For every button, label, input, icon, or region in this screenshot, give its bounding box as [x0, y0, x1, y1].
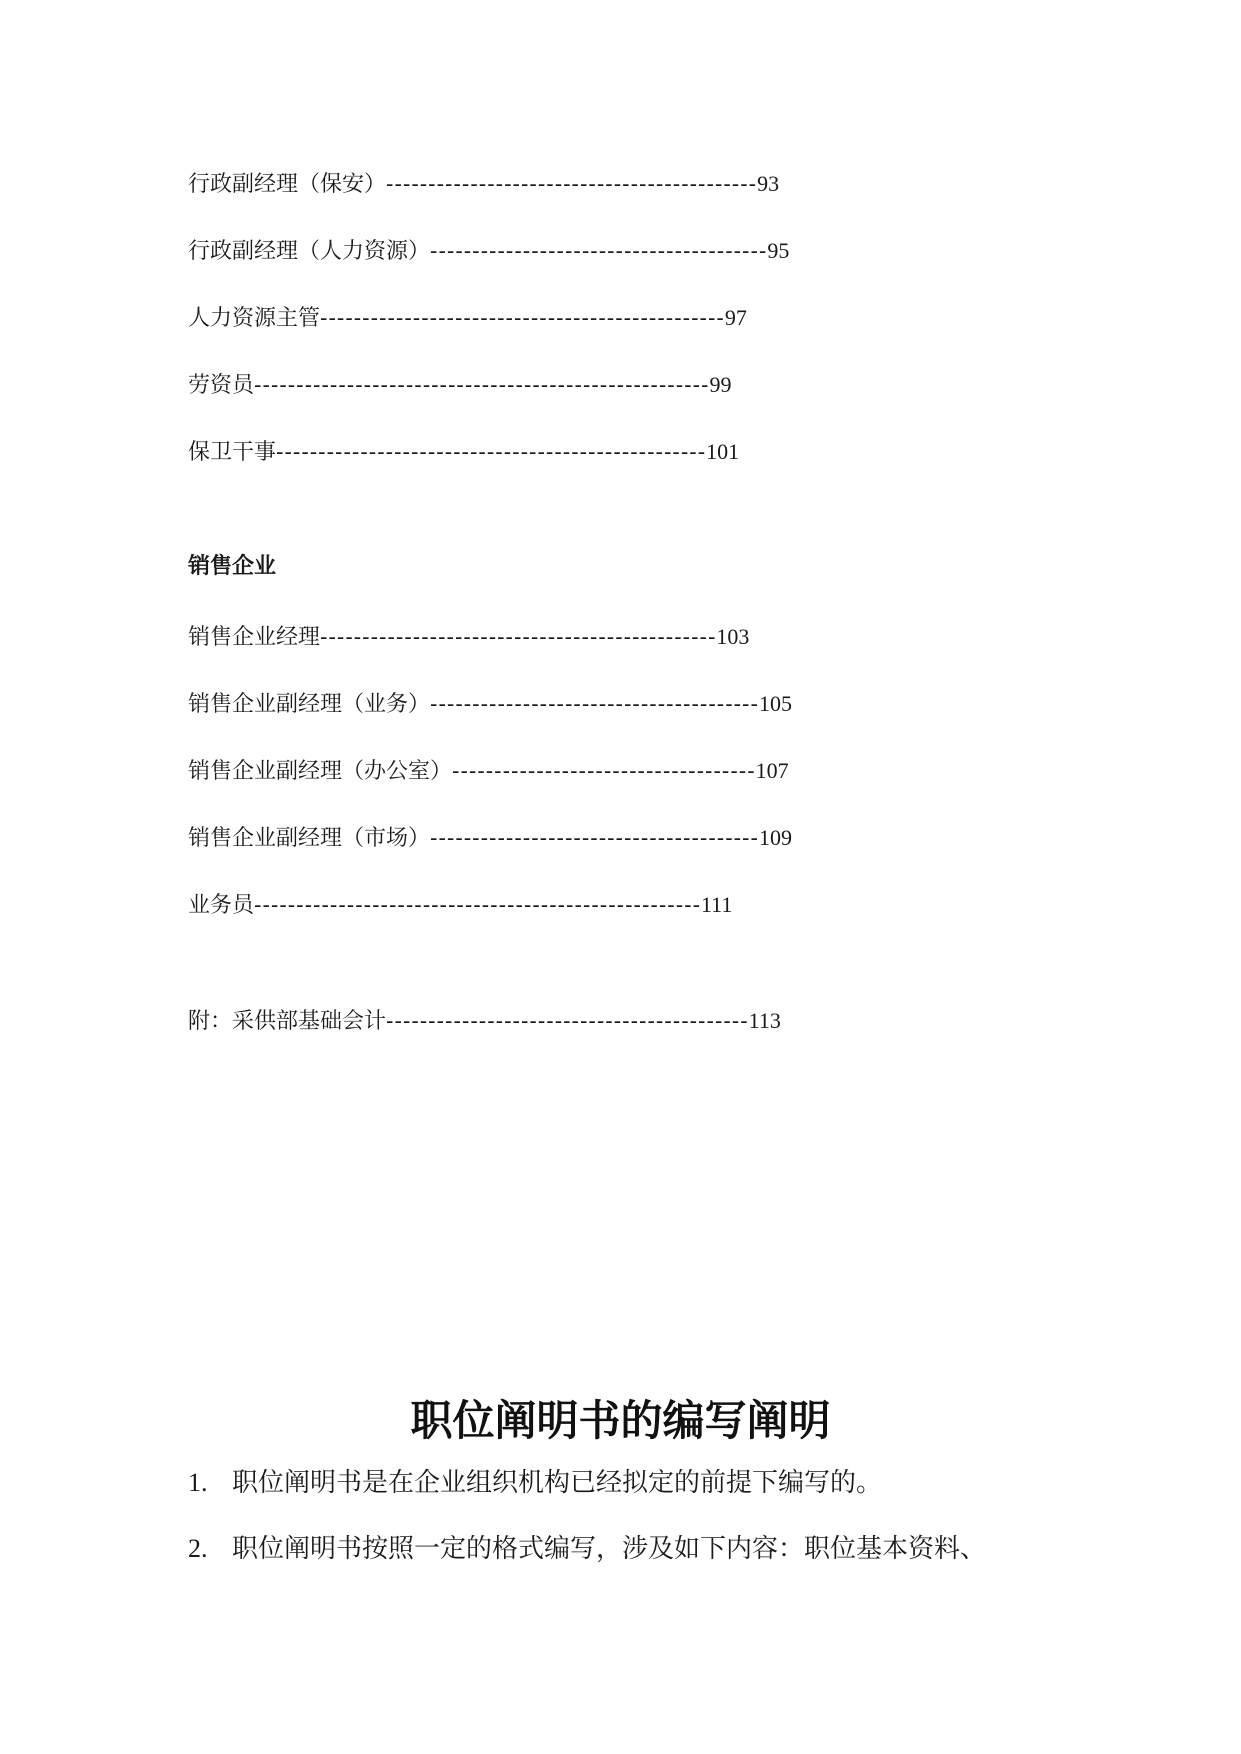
toc-entry-title: 销售企业副经理（市场） [188, 826, 431, 851]
toc-page-number: 103 [716, 624, 750, 649]
toc-page-number: 97 [724, 305, 747, 330]
toc-entry[interactable] [188, 754, 1010, 788]
toc-page-number: 107 [755, 758, 789, 783]
numbered-paragraph [188, 1529, 986, 1569]
toc-page-number: 109 [758, 825, 792, 850]
toc-entry-title: 附：采供部基础会计 [188, 1009, 387, 1034]
toc-entry-title: 行政副经理（保安） [188, 172, 387, 197]
toc-entry-title: 销售企业副经理（业务） [188, 692, 431, 717]
document-title: 职位阐明书的编写阐明 [410, 1396, 831, 1445]
toc-entry[interactable] [188, 234, 1010, 268]
toc-section-heading: 销售企业 [188, 554, 277, 579]
toc-entry[interactable] [188, 888, 1010, 922]
toc-leader: ------------------------------------------------------ [254, 373, 710, 398]
toc-leader: ------------------------------------------- [386, 1009, 749, 1034]
toc-entry-title: 销售企业副经理（办公室） [188, 759, 453, 784]
toc-leader: ---------------------------------------- [430, 239, 768, 264]
toc-entry-title: 销售企业经理 [188, 625, 321, 650]
toc-entry[interactable] [188, 301, 1010, 335]
toc-leader: ----------------------------------------------------- [254, 893, 701, 918]
toc-page-number: 99 [709, 372, 732, 397]
paragraph-text: 职位阐明书是在企业组织机构已经拟定的前提下编写的。 [232, 1468, 883, 1498]
toc-leader: --------------------------------------------------- [276, 440, 707, 465]
toc-entry[interactable] [188, 435, 1010, 469]
numbered-paragraph [188, 1463, 882, 1503]
toc-entry-title: 行政副经理（人力资源） [188, 239, 431, 264]
toc-leader: --------------------------------------- [430, 826, 759, 851]
toc-entry[interactable] [188, 368, 1010, 402]
toc-leader: -------------------------------------------- [386, 172, 758, 197]
paragraph-number: 2. [188, 1534, 208, 1563]
toc-entry[interactable] [188, 167, 1010, 201]
toc-entry[interactable] [188, 620, 1010, 654]
toc-leader: ----------------------------------------------- [320, 625, 717, 650]
toc-leader: ------------------------------------ [452, 759, 756, 784]
paragraph-number: 1. [188, 1468, 208, 1497]
toc-entry[interactable] [188, 687, 1010, 721]
toc-entry-title: 劳资员 [188, 373, 255, 398]
toc-page-number: 93 [757, 171, 780, 196]
toc-leader: --------------------------------------- [430, 692, 759, 717]
toc-entry-title: 人力资源主管 [188, 306, 321, 331]
toc-page-number: 101 [706, 439, 740, 464]
paragraph-text: 职位阐明书按照一定的格式编写，涉及如下内容：职位基本资料、 [232, 1534, 987, 1564]
toc-page-number: 95 [767, 238, 790, 263]
toc-page-number: 113 [748, 1008, 781, 1033]
toc-entry-appendix[interactable] [188, 1004, 1010, 1038]
toc-page-number: 111 [701, 892, 733, 917]
toc-entry[interactable] [188, 821, 1010, 855]
toc-leader: ------------------------------------------------ [320, 306, 725, 331]
toc-entry-title: 业务员 [188, 893, 255, 918]
toc-page-number: 105 [758, 691, 792, 716]
toc-entry-title: 保卫干事 [188, 440, 277, 465]
